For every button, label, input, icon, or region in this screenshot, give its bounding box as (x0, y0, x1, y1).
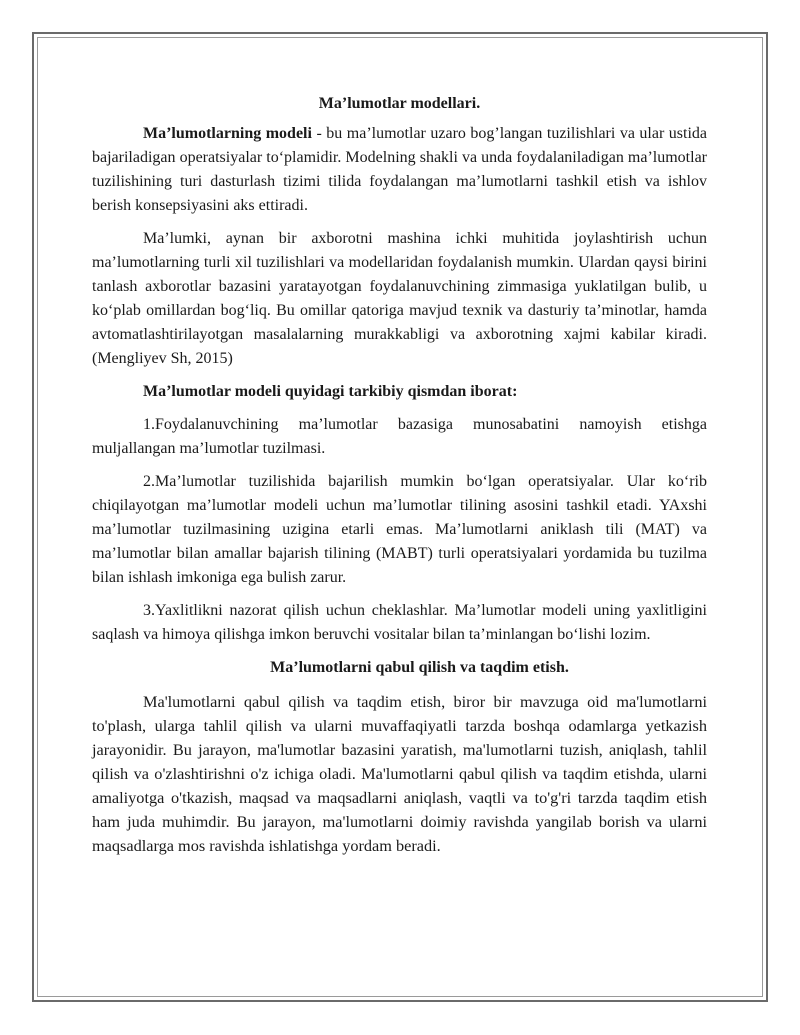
list-item-2: 2.Ma’lumotlar tuzilishida bajarilish mumkin bo‘lgan operatsiyalar. Ular ko‘rib chiqilayotgan ma’lumotlar modeli uchun ma’lumotlar tilining asosini tashkil etadi. YAxshi ma’lumotlar tuzilmasining uzigina etarli emas. Ma’lumotlarni aniklash tili (MAT) va ma’lumotlar bilan amallar bajarish tilining (MABT) turli operatsiyalari yordamida bu tuzilma bilan ishlash imkoniga ega bulish zarur. (92, 473, 707, 586)
definition-term: Ma’lumotlarning modeli (143, 125, 312, 142)
body-paragraph-last: Ma'lumotlarni qabul qilish va taqdim etish, biror bir mavzuga oid ma'lumotlarni to'plash, ularga tahlil qilish va ularni muvaffaqiyatli tarzda boshqa odamlarga yetkazish jarayonidir. Bu jarayon, ma'lumotlar bazasini yaratish, ma'lumotlarni tuzish, aniqlash, tahlil qilish va o'zlashtirishni o'z ichiga oladi. Ma'lumotlarni qabul qilish va taqdim etishda, ularni amaliyotga o'tkazish, maqsad va maqsadlarni aniqlash, vaqtli va to'g'ri tarzda taqdim etish ham juda muhimdir. Bu jarayon, ma'lumotlarni doimiy ravishda yangilab borish va ularni maqsadlarga mos ravishda ishlatishga yordam beradi. (92, 692, 707, 855)
document-title: Ma’lumotlar modellari. (318, 95, 481, 112)
definition-paragraph (92, 122, 707, 218)
definition-text: - bu ma’lumotlar uzaro bog’langan tuzilishlari va ular ustida bajariladigan operatsiyalar to‘plamidir. Modelning shakli va unda foydalaniladigan ma’lumotlar tuzilishining turi dasturlash tizimi tilida foydalangan ma’lumotlarni tashkil etish va ishlov berish konsepsiyasini aks ettiradi. (92, 125, 708, 214)
section-title-2: Ma’lumotlarni qabul qilish va taqdim etish. (270, 659, 569, 676)
list-item-3: 3.Yaxlitlikni nazorat qilish uchun cheklashlar. Ma’lumotlar modeli uning yaxlitligini saqlash va himoya qilishga imkon beruvchi vositalar bilan ta’minlangan bo‘lishi lozim. (92, 602, 707, 643)
body-paragraph-2: Ma’lumki, aynan bir axborotni mashina ichki muhitida joylashtirish uchun ma’lumotlarning turli xil tuzilishlari va modellaridan foydalanish mumkin. Ulardan qaysi birini tanlash axborotlar bazasini yaratayotgan foydalanuvchining zimmasiga yuklatilgan bulib, u ko‘plab omillardan bog‘liq. Bu omillar qatoriga mavjud texnik va dasturiy ta’minotlar, hamda avtomatlashtirilayotgan masalalarning murakkabligi va axborotning xajmi kabilar kiradi. (Mengliyev Sh, 2015) (92, 230, 707, 367)
section-heading: Ma’lumotlar modeli quyidagi tarkibiy qismdan iborat: (143, 383, 518, 400)
document-body (92, 92, 707, 867)
list-item-1: 1.Foydalanuvchining ma’lumotlar bazasiga munosabatini namoyish etishga muljallangan ma’lumotlar tuzilmasi. (92, 416, 707, 457)
